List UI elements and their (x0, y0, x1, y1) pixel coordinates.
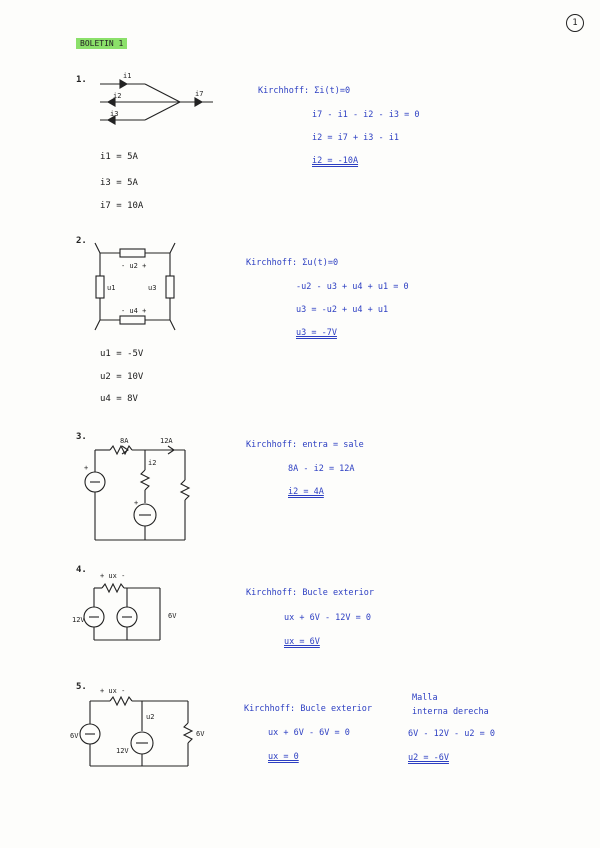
p2-given-2: u2 = 10V (100, 372, 144, 382)
p1-line-2: i2 = i7 + i3 - i1 (312, 133, 399, 143)
svg-text:u2: u2 (146, 713, 155, 721)
p1-line-1: i7 - i1 - i2 - i3 = 0 (312, 110, 420, 120)
svg-text:u3: u3 (148, 284, 157, 292)
problem-3-number: 3. (76, 432, 87, 442)
svg-text:6V: 6V (168, 612, 177, 620)
p2-heading: Kirchhoff: Σu(t)=0 (246, 258, 339, 268)
p5-line-1: ux + 6V - 6V = 0 (268, 728, 350, 738)
p1-given-2: i3 = 5A (100, 178, 138, 188)
svg-text:i7: i7 (195, 90, 204, 98)
problem-2-number: 2. (76, 236, 87, 246)
p4-line-1: ux + 6V - 12V = 0 (284, 613, 371, 623)
p1-heading: Kirchhoff: Σi(t)=0 (258, 86, 351, 96)
svg-text:u1: u1 (107, 284, 116, 292)
p1-given-1: i1 = 5A (100, 152, 138, 162)
svg-text:6V: 6V (70, 732, 79, 740)
p4-heading: Kirchhoff: Bucle exterior (246, 588, 374, 598)
p4-result: ux = 6V (284, 637, 320, 647)
svg-text:+ ux -: + ux - (100, 572, 126, 580)
svg-text:i1: i1 (123, 72, 132, 80)
p5-result: ux = 0 (268, 752, 299, 762)
problem-5-circuit (70, 686, 220, 776)
problem-5-number: 5. (76, 682, 87, 692)
problem-4-number: 4. (76, 565, 87, 575)
p1-given-3: i7 = 10A (100, 201, 144, 211)
p2-result: u3 = -7V (296, 328, 337, 338)
p5-mesh-result: u2 = -6V (408, 753, 449, 763)
p5-heading: Kirchhoff: Bucle exterior (244, 704, 372, 714)
p1-result: i2 = -10A (312, 156, 359, 166)
svg-text:- u2 +: - u2 + (121, 262, 147, 270)
svg-text:- u4 +: - u4 + (121, 307, 147, 315)
p5-mesh-line-1: 6V - 12V - u2 = 0 (408, 729, 495, 739)
page-number: 1 (566, 14, 584, 32)
p2-given-3: u4 = 8V (100, 394, 138, 404)
svg-text:12V: 12V (116, 747, 129, 755)
p2-line-2: u3 = -u2 + u4 + u1 (296, 305, 389, 315)
problem-1-node-diagram (95, 70, 215, 130)
p5-mesh-heading: Malla (412, 693, 438, 703)
svg-text:+: + (134, 499, 139, 507)
svg-text:8A: 8A (120, 437, 129, 445)
p2-line-1: -u2 - u3 + u4 + u1 = 0 (296, 282, 409, 292)
p3-result: i2 = 4A (288, 487, 324, 497)
svg-text:6V: 6V (196, 730, 205, 738)
problem-3-circuit (80, 435, 200, 545)
p3-line-1: 8A - i2 = 12A (288, 464, 355, 474)
p2-given-1: u1 = -5V (100, 349, 144, 359)
svg-text:12A: 12A (160, 437, 173, 445)
problem-4-circuit (72, 570, 182, 650)
svg-text:12V: 12V (72, 616, 85, 624)
problem-1-number: 1. (76, 75, 87, 85)
svg-text:i3: i3 (110, 110, 119, 118)
svg-text:i2: i2 (113, 92, 122, 100)
problem-2-loop-diagram (85, 238, 185, 338)
svg-text:+ ux -: + ux - (100, 687, 126, 695)
p5-mesh-law: interna derecha (412, 707, 489, 717)
svg-text:+: + (84, 464, 89, 472)
p3-heading: Kirchhoff: entra = sale (246, 440, 364, 450)
boletin-title: BOLETIN 1 (76, 38, 127, 49)
svg-text:i2: i2 (148, 459, 157, 467)
